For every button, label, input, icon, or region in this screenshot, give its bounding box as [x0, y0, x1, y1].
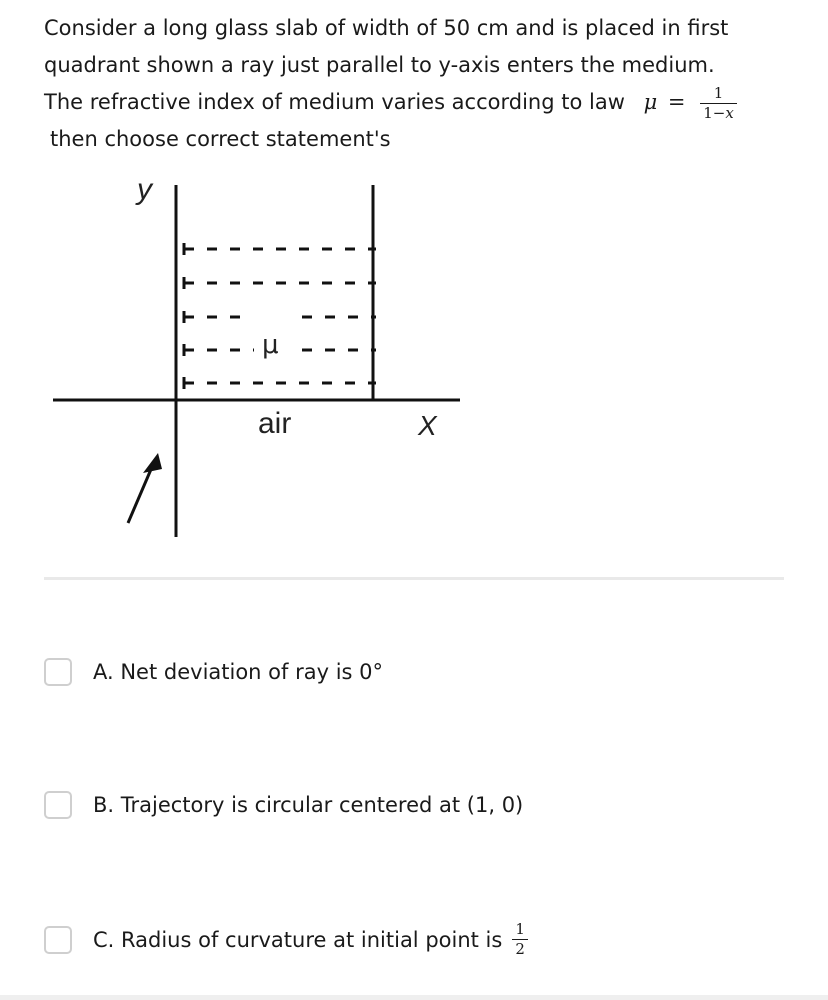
mu-symbol: μ [643, 90, 658, 114]
question-line-3 [44, 84, 804, 121]
bottom-bar [0, 995, 828, 1000]
divider [44, 577, 784, 580]
option-b[interactable] [44, 791, 523, 819]
question-text [44, 10, 804, 158]
ray-arrowhead-icon [143, 453, 162, 473]
option-c-frac-num: 1 [515, 920, 525, 938]
option-a-checkbox[interactable] [44, 658, 72, 686]
option-b-checkbox[interactable] [44, 791, 72, 819]
formula-denominator [700, 103, 737, 121]
y-axis-label: y [137, 173, 152, 206]
formula-denominator-var: x [725, 103, 734, 122]
medium-dashes [184, 249, 376, 383]
option-c-label: C. Radius of curvature at initial point is [93, 927, 503, 952]
option-c-frac-den: 2 [512, 939, 528, 957]
option-c-fraction [512, 922, 528, 957]
option-c-checkbox[interactable] [44, 926, 72, 954]
question-line-4: then choose correct statement's [50, 127, 391, 151]
option-a[interactable] [44, 658, 383, 686]
x-axis-label: X [418, 410, 437, 441]
air-label: air [258, 407, 292, 440]
option-b-label: B. Trajectory is circular centered at (1, 0) [93, 793, 524, 817]
question-line-1: Consider a long glass slab of width of 50 cm and is placed in first [44, 16, 729, 40]
refractive-index-formula [700, 83, 737, 122]
formula-denominator-prefix: 1− [703, 103, 726, 122]
question-line-2: quadrant shown a ray just parallel to y-axis enters the medium. [44, 53, 715, 77]
question-line-3-text: The refractive index of medium varies according to law [44, 90, 625, 114]
medium-label: μ [262, 330, 279, 360]
formula-numerator: 1 [713, 83, 724, 102]
slab-diagram [40, 165, 480, 545]
option-a-label: A. Net deviation of ray is 0° [93, 660, 384, 684]
option-c[interactable] [44, 922, 528, 957]
equals-sign: = [667, 90, 686, 114]
